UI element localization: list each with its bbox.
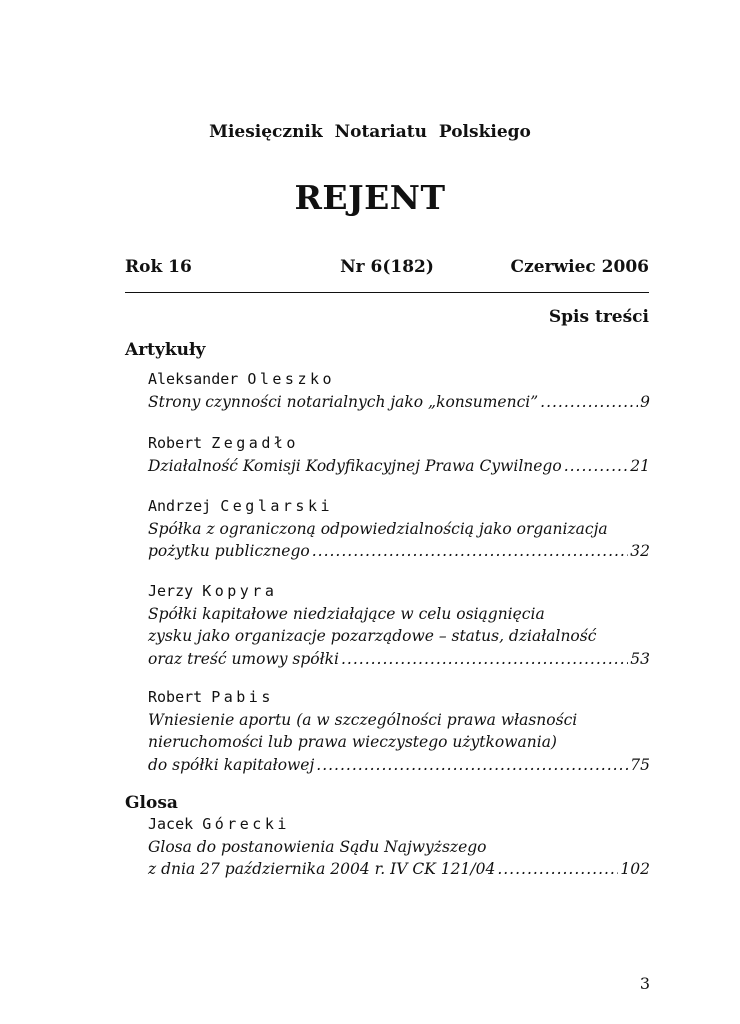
entry-title-line: do spółki kapitałowej ..... 75 [148, 754, 650, 777]
entry-page: 53 [630, 649, 650, 668]
entry-title-line: Spółki kapitałowe niedziałające w celu osiągnięcia [148, 604, 545, 623]
entry-author: Jerzy Kopyra [148, 582, 278, 600]
issue-number: Nr 6(182) [340, 257, 434, 277]
toc-entry[interactable] [148, 686, 650, 776]
journal-title: REJENT [294, 178, 446, 217]
entry-page: 32 [630, 542, 650, 560]
entry-author: Robert Zegadło [148, 434, 299, 452]
toc-entry[interactable] [148, 432, 650, 477]
entry-author: Robert Pabis [148, 688, 274, 706]
toc-entry[interactable] [148, 495, 650, 563]
entry-title-line: Działalność Komisji Kodyfikacyjnej Prawa Cywilnego ..... 21 [148, 455, 650, 478]
issue-year: Rok 16 [125, 257, 192, 277]
entry-title-line: zysku jako organizacje pozarządowe – status, działalność [148, 627, 597, 645]
entry-title-line: Strony czynności notarialnych jako „konsumenci” ..... 9 [148, 391, 650, 414]
page-number: 3 [639, 974, 650, 993]
entry-page: 21 [630, 456, 650, 475]
entry-title-line: pożytku publicznego ..... 32 [148, 540, 650, 563]
toc-entry[interactable] [148, 813, 650, 881]
entry-title-line: Spółka z ograniczoną odpowiedzialnością jako organizacja [148, 519, 608, 538]
toc-title: Spis treści [548, 307, 649, 327]
entry-title-line: nieruchomości lub prawa wieczystego użytkowania) [148, 733, 557, 751]
journal-name: Miesięcznik Notariatu Polskiego [209, 122, 531, 142]
toc-entry[interactable] [148, 368, 650, 413]
issue-date: Czerwiec 2006 [510, 257, 649, 277]
entry-title-line: z dnia 27 października 2004 r. IV CK 121/04 ..... 102 [148, 858, 650, 881]
section-heading-articles: Artykuły [125, 340, 206, 360]
entry-page: 102 [620, 860, 650, 878]
entry-page: 75 [630, 755, 650, 774]
entry-title-line: oraz treść umowy spółki ..... 53 [148, 648, 650, 671]
entry-author: Jacek Górecki [148, 815, 290, 833]
entry-author: Aleksander Oleszko [148, 370, 336, 388]
entry-page: 9 [640, 392, 650, 411]
header-divider [125, 292, 649, 293]
entry-author: Andrzej Ceglarski [148, 497, 334, 515]
entry-title-line: Wniesienie aportu (a w szczególności prawa własności [148, 710, 578, 729]
toc-entry[interactable] [148, 580, 650, 670]
section-heading-gloss: Glosa [125, 793, 178, 813]
entry-title-line: Glosa do postanowienia Sądu Najwyższego [148, 837, 487, 856]
